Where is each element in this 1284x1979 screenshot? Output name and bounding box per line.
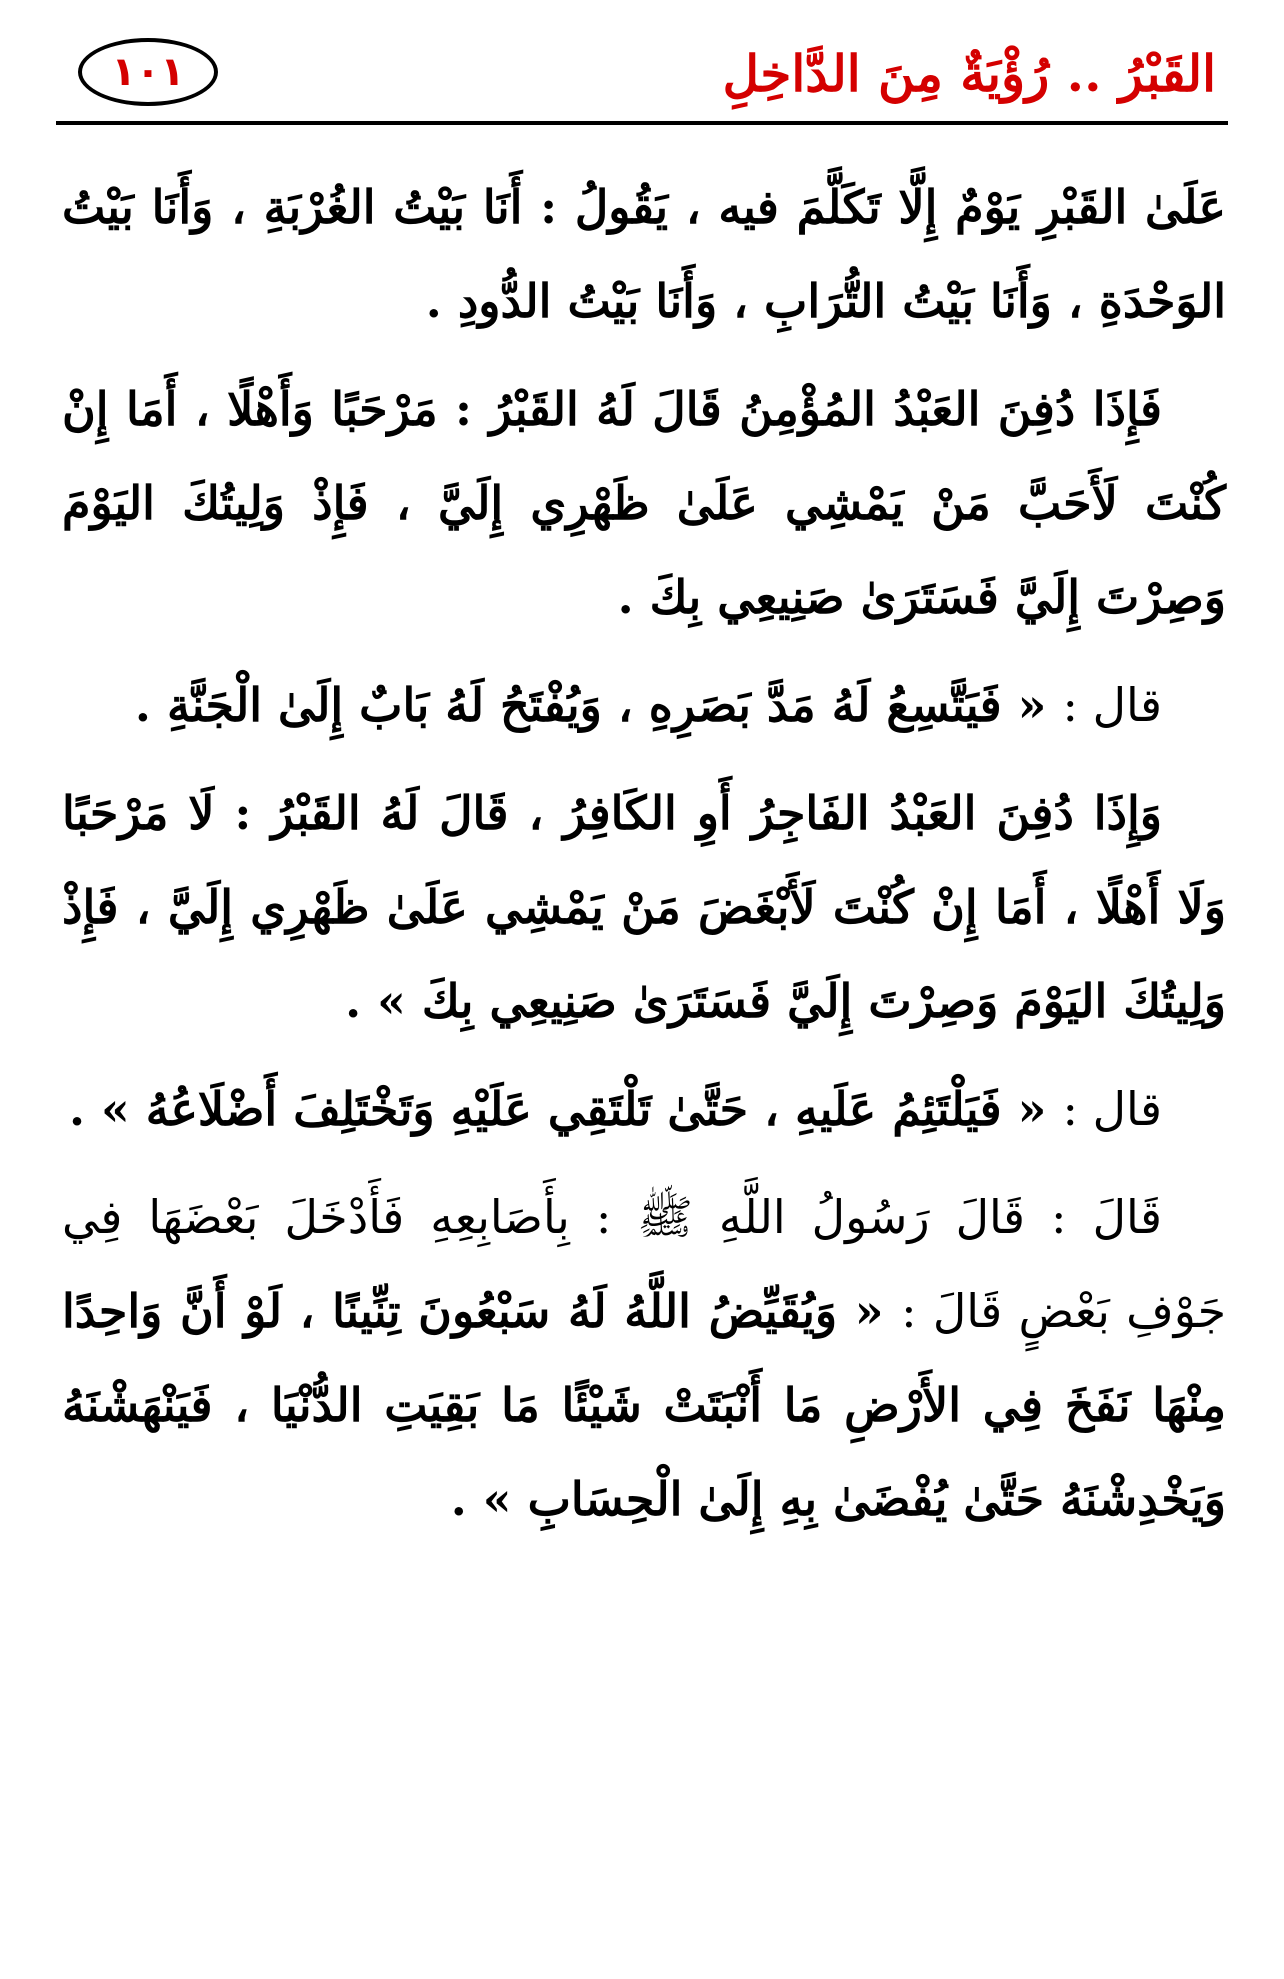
- header-divider: [56, 121, 1228, 125]
- running-title: القَبْرُ .. رُؤْيَةٌ مِنَ الدَّاخِلِ: [722, 44, 1216, 103]
- narration-text: قَالَ : قَالَ رَسُولُ اللَّهِ ﷺ : بِأَصَابِعِهِ فَأَدْخَلَ بَعْضَهَا فِي جَوْفِ بَعْضٍ قَالَ :: [62, 1190, 1226, 1338]
- paragraph: [62, 160, 1226, 348]
- speaker-label: قال :: [1062, 678, 1162, 732]
- paragraph: [62, 766, 1226, 1048]
- paragraph: [62, 658, 1226, 752]
- page-header: [56, 30, 1228, 122]
- paragraph-text: وَإِذَا دُفِنَ العَبْدُ الفَاجِرُ أَوِ الكَافِرُ ، قَالَ لَهُ القَبْرُ : لَا مَرْحَبًا وَلَا أَهْلًا ، أَمَا إِنْ كُنْتَ لَأَبْغَضَ مَنْ يَمْشِي عَلَىٰ ظَهْرِي إِلَيَّ ، فَإِذْ وَلِيتُكَ اليَوْمَ وَصِرْتَ إِلَيَّ فَسَتَرَىٰ صَنِيعِي بِكَ » .: [62, 786, 1226, 1028]
- quoted-text: « وَيُقَيِّضُ اللَّهُ لَهُ سَبْعُونَ تِنِّينًا ، لَوْ أَنَّ وَاحِدًا مِنْهَا نَفَخَ فِي الأَرْضِ مَا أَنْبَتَتْ شَيْئًا مَا بَقِيَتِ الدُّنْيَا ، فَيَنْهَشْنَهُ وَيَخْدِشْنَهُ حَتَّىٰ يُفْضَىٰ بِهِ إِلَىٰ الْحِسَابِ » .: [62, 1284, 1226, 1526]
- quoted-text: « فَيَتَّسِعُ لَهُ مَدَّ بَصَرِهِ ، وَيُفْتَحُ لَهُ بَابٌ إِلَىٰ الْجَنَّةِ .: [134, 678, 1047, 732]
- paragraph-text: عَلَىٰ القَبْرِ يَوْمٌ إِلَّا تَكَلَّمَ فيه ، يَقُولُ : أَنَا بَيْتُ الغُرْبَةِ ، وَأَنَا بَيْتُ الوَحْدَةِ ، وَأَنَا بَيْتُ التُّرَابِ ، وَأَنَا بَيْتُ الدُّودِ .: [62, 180, 1226, 328]
- body-text: [62, 160, 1226, 1560]
- page-number: ١٠١: [111, 49, 185, 95]
- page-number-oval: [78, 38, 218, 106]
- paragraph-text: فَإِذَا دُفِنَ العَبْدُ المُؤْمِنُ قَالَ لَهُ القَبْرُ : مَرْحَبًا وَأَهْلًا ، أَمَا إِنْ كُنْتَ لَأَحَبَّ مَنْ يَمْشِي عَلَىٰ ظَهْرِي إِلَيَّ ، فَإِذْ وَلِيتُكَ اليَوْمَ وَصِرْتَ إِلَيَّ فَسَتَرَىٰ صَنِيعِي بِكَ .: [62, 382, 1226, 624]
- quoted-text: « فَيَلْتَئِمُ عَلَيهِ ، حَتَّىٰ تَلْتَقِي عَلَيْهِ وَتَخْتَلِفَ أَضْلَاعُهُ » .: [69, 1082, 1047, 1136]
- paragraph: [62, 362, 1226, 644]
- paragraph: [62, 1170, 1226, 1546]
- paragraph: [62, 1062, 1226, 1156]
- speaker-label: قال :: [1062, 1082, 1162, 1136]
